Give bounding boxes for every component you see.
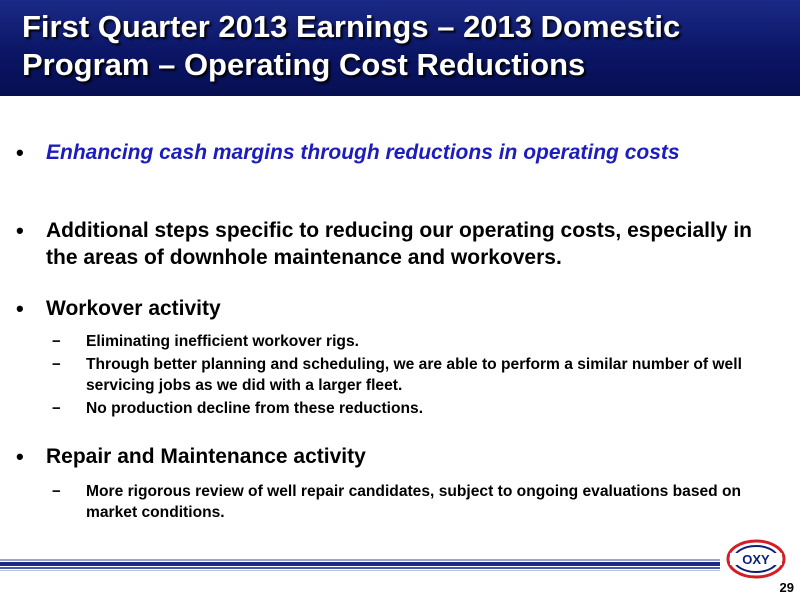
bullet-text-cash-margins: Enhancing cash margins through reductions in operating costs — [46, 141, 680, 164]
bullet-marker: • — [16, 444, 24, 469]
oxy-logo-graphic — [726, 539, 786, 579]
bullet-marker: • — [16, 140, 24, 165]
footer-divider — [0, 559, 720, 573]
page-number: 29 — [779, 580, 794, 595]
slide-title: First Quarter 2013 Earnings – 2013 Domestic Program – Operating Cost Reductions — [22, 9, 681, 82]
bullet-marker: • — [16, 218, 24, 243]
sub-bullet-text: More rigorous review of well repair candidates, subject to ongoing evaluations based on market conditions. — [86, 483, 742, 521]
sub-bullet-text: No production decline from these reductions. — [86, 400, 424, 417]
bullet-text-additional-steps: Additional steps specific to reducing our operating costs, especially in the areas of downhole maintenance and workovers. — [46, 219, 752, 269]
sub-bullet-text: Eliminating inefficient workover rigs. — [86, 333, 359, 350]
sub-bullet-marker: − — [52, 483, 61, 500]
bullet-marker: • — [16, 296, 24, 321]
bullet-text-repair-maintenance: Repair and Maintenance activity — [46, 445, 366, 468]
sub-bullet-marker: − — [52, 400, 61, 417]
oxy-logo-icon — [726, 539, 786, 579]
bullet-text-workover: Workover activity — [46, 297, 221, 320]
sub-bullet-text: Through better planning and scheduling, we are able to perform a similar number of well servicing jobs as we did with a larger fleet. — [86, 356, 742, 394]
sub-bullet-marker: − — [52, 333, 61, 350]
sub-bullet-marker: − — [52, 356, 61, 373]
logo-text: OXY — [742, 552, 770, 567]
